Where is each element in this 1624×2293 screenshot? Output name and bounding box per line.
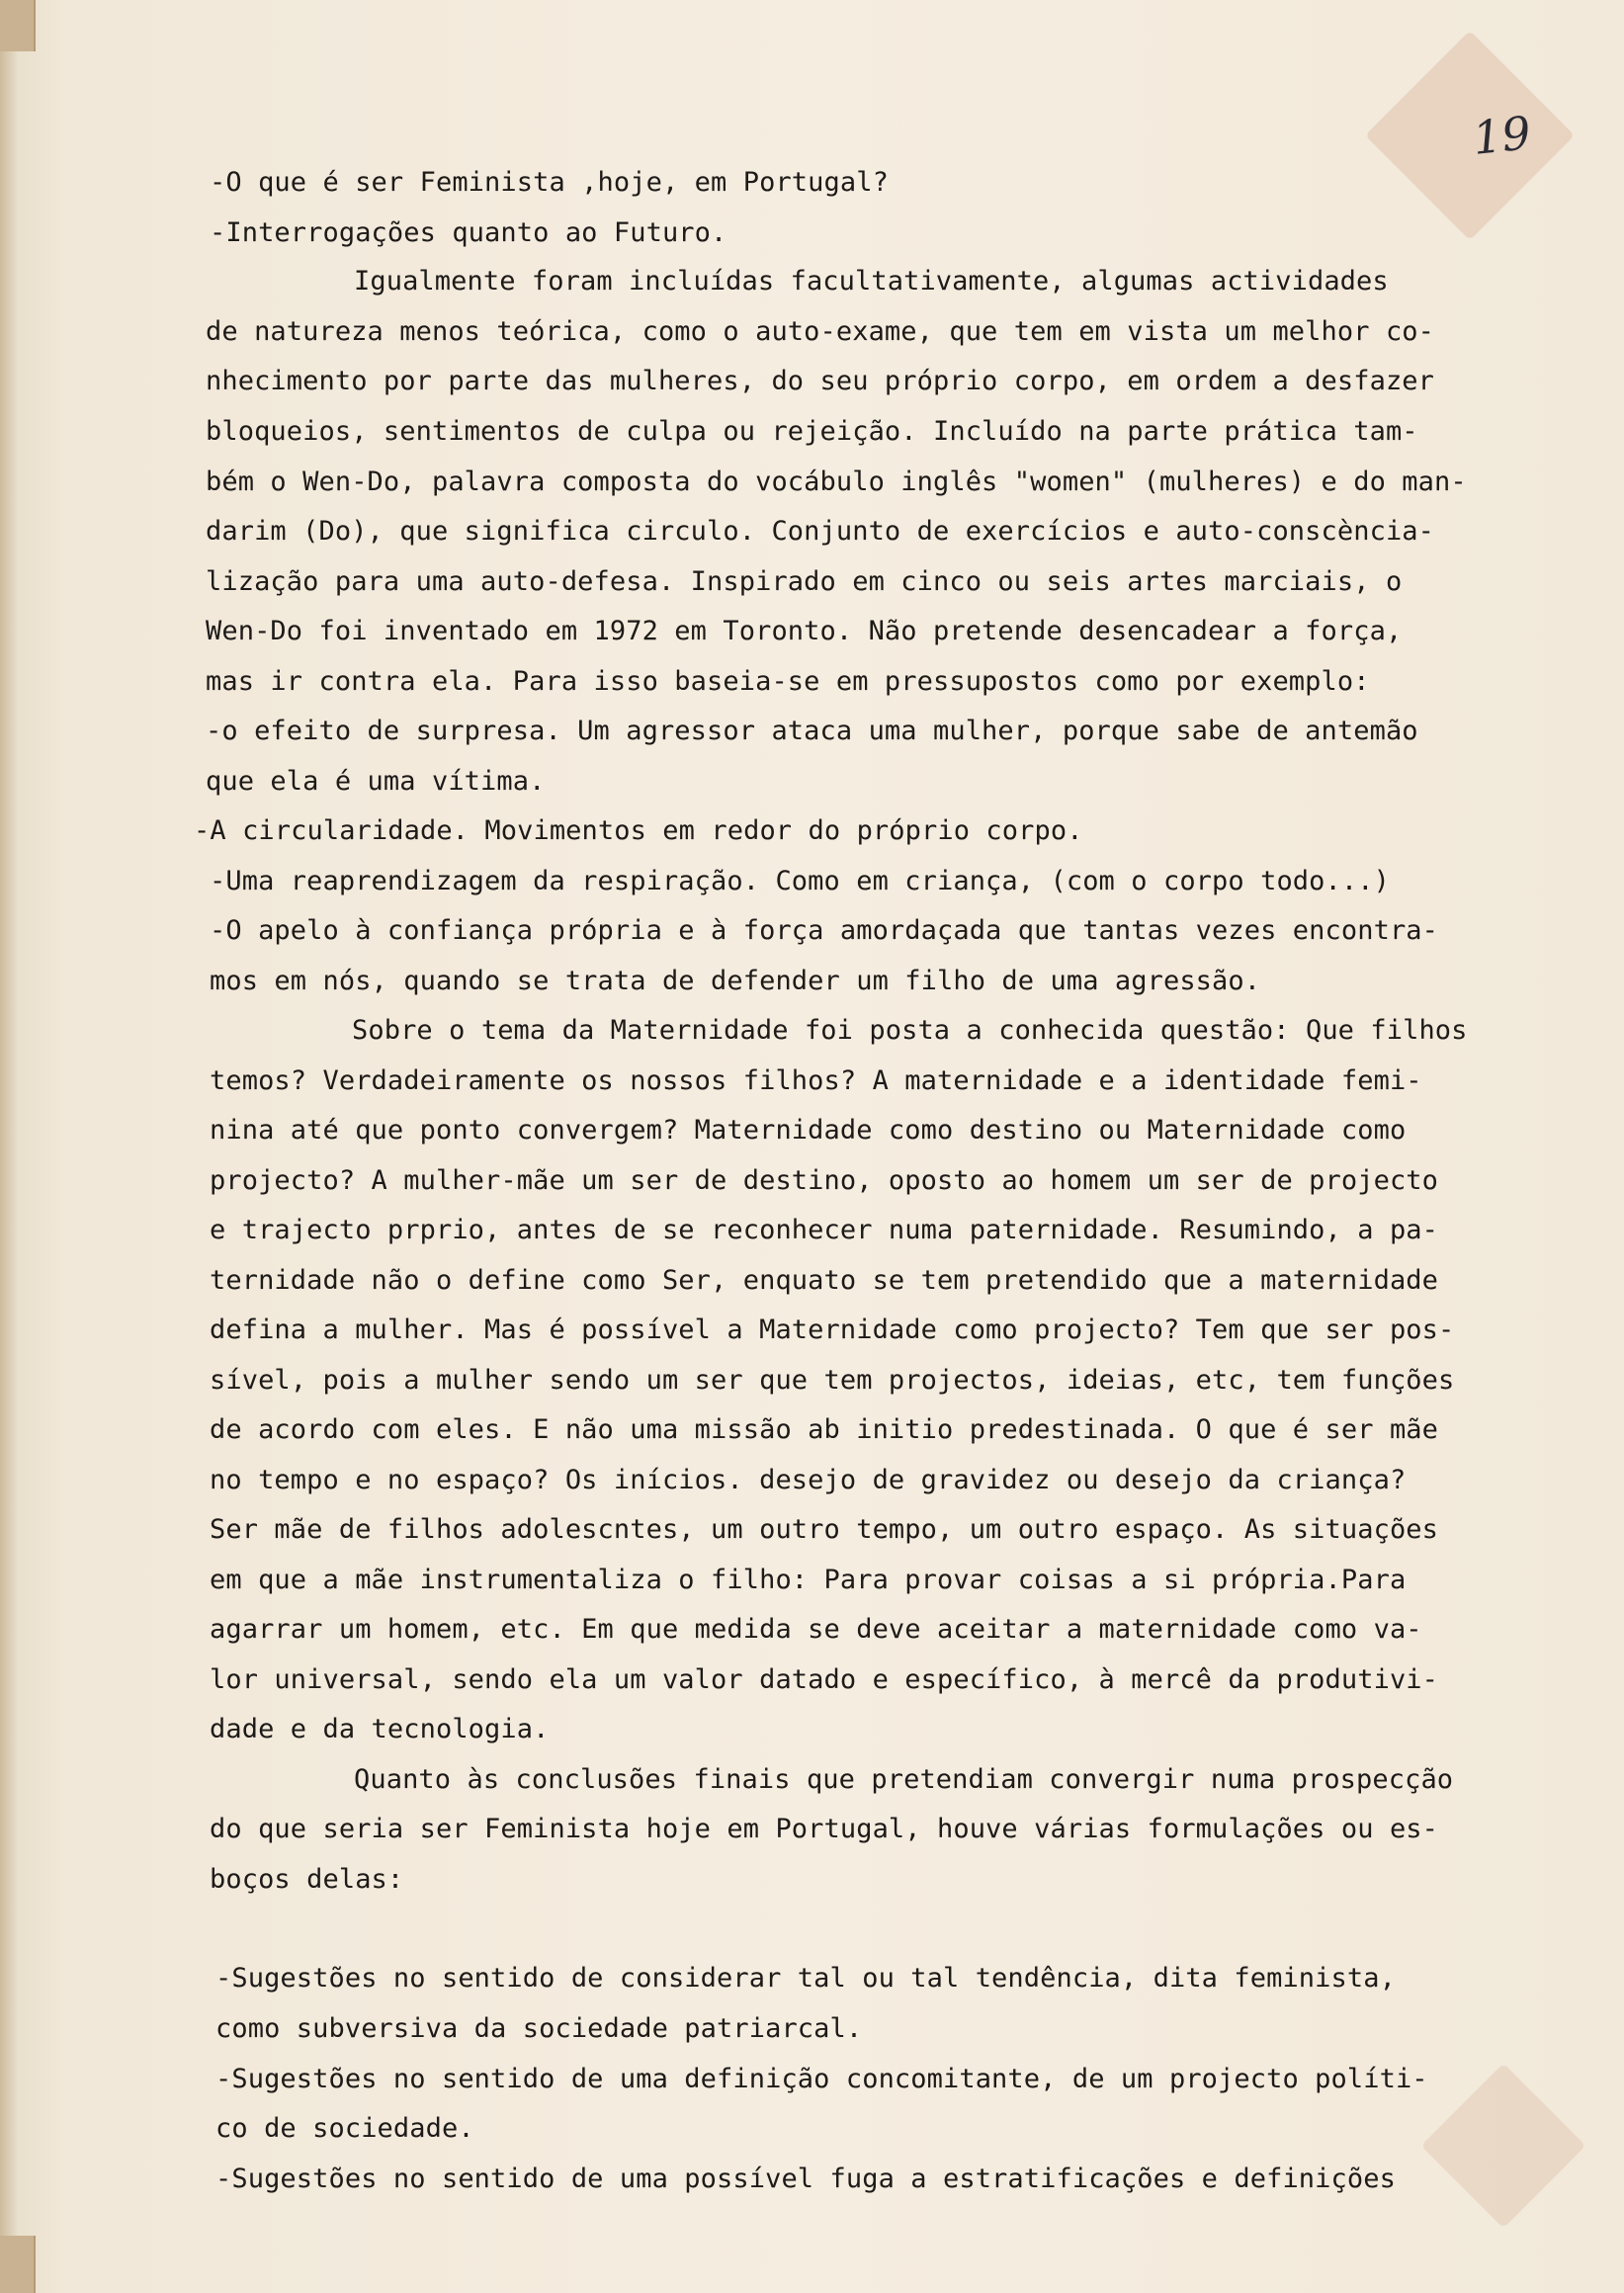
text-line: Ser mãe de filhos adolescntes, um outro tempo, um outro espaço. As situações	[210, 1514, 1439, 1545]
text-line: nina até que ponto convergem? Maternidade como destino ou Maternidade como	[210, 1115, 1407, 1146]
stamp-mark-bottom	[1421, 2064, 1586, 2229]
text-line: defina a mulher. Mas é possível a Maternidade como projecto? Tem que ser pos-	[210, 1315, 1455, 1345]
text-line: e trajecto prprio, antes de se reconhecer numa paternidade. Resumindo, a pa-	[210, 1215, 1439, 1245]
text-line: bloqueios, sentimentos de culpa ou rejeição. Incluído na parte prática tam-	[206, 416, 1418, 447]
page-number: 19	[1470, 106, 1534, 165]
stamp-mark	[1365, 31, 1575, 240]
text-line: de acordo com eles. E não uma missão ab initio predestinada. O que é ser mãe	[210, 1414, 1439, 1445]
text-line: mos em nós, quando se trata de defender um filho de uma agressão.	[210, 966, 1261, 996]
binding-tab-top	[0, 0, 36, 51]
text-line: Sobre o tema da Maternidade foi posta a conhecida questão: Que filhos	[352, 1015, 1468, 1046]
text-line: darim (Do), que significa circulo. Conjunto de exercícios e auto-conscència-	[206, 516, 1435, 547]
text-line: -Uma reaprendizagem da respiração. Como em criança, (com o corpo todo...)	[210, 866, 1390, 896]
text-line: Wen-Do foi inventado em 1972 em Toronto. Não pretende desencadear a força,	[206, 616, 1403, 646]
text-line: co de sociedade.	[215, 2113, 474, 2144]
text-line: nhecimento por parte das mulheres, do seu próprio corpo, em ordem a desfazer	[206, 366, 1435, 396]
text-line: temos? Verdadeiramente os nossos filhos? A maternidade e a identidade femi-	[210, 1065, 1422, 1096]
text-line: -Sugestões no sentido de uma possível fuga a estratificações e definições	[215, 2164, 1396, 2194]
text-line: -Interrogações quanto ao Futuro.	[210, 217, 727, 248]
text-line: projecto? A mulher-mãe um ser de destino, oposto ao homem um ser de projecto	[210, 1165, 1439, 1196]
text-line: ternidade não o define como Ser, enquato se tem pretendido que a maternidade	[210, 1265, 1439, 1296]
text-line: lor universal, sendo ela um valor datado e específico, à mercê da produtivi-	[210, 1664, 1439, 1695]
text-line: mas ir contra ela. Para isso baseia-se em pressupostos como por exemplo:	[206, 666, 1370, 697]
page-left-edge	[0, 0, 18, 2293]
text-line: -A circularidade. Movimentos em redor do próprio corpo.	[194, 815, 1083, 846]
text-line: boços delas:	[210, 1864, 404, 1895]
text-line: -O apelo à confiança própria e à força amordaçada que tantas vezes encontra-	[210, 915, 1439, 946]
text-line: do que seria ser Feminista hoje em Portugal, houve várias formulações ou es-	[210, 1814, 1439, 1844]
text-line: agarrar um homem, etc. Em que medida se deve aceitar a maternidade como va-	[210, 1614, 1422, 1645]
text-line: Quanto às conclusões finais que pretendiam convergir numa prospecção	[354, 1764, 1454, 1795]
text-line: no tempo e no espaço? Os inícios. desejo de gravidez ou desejo da criança?	[210, 1465, 1407, 1495]
text-line: -Sugestões no sentido de considerar tal ou tal tendência, dita feminista,	[215, 1963, 1396, 1994]
text-line: como subversiva da sociedade patriarcal.	[215, 2013, 863, 2044]
text-line: em que a mãe instrumentaliza o filho: Para provar coisas a si própria.Para	[210, 1565, 1407, 1595]
text-line: lização para uma auto-defesa. Inspirado em cinco ou seis artes marciais, o	[206, 566, 1403, 597]
text-line: que ela é uma vítima.	[206, 766, 546, 797]
text-line: -Sugestões no sentido de uma definição concomitante, de um projecto políti-	[215, 2064, 1428, 2094]
text-line: -O que é ser Feminista ,hoje, em Portugal?	[210, 167, 889, 198]
binding-tab-bottom	[0, 2236, 36, 2293]
text-line: bém o Wen-Do, palavra composta do vocábulo inglês "women" (mulheres) e do man-	[206, 467, 1467, 497]
text-line: Igualmente foram incluídas facultativamente, algumas actividades	[354, 266, 1389, 297]
text-line: -o efeito de surpresa. Um agressor ataca uma mulher, porque sabe de antemão	[206, 716, 1418, 746]
text-line: de natureza menos teórica, como o auto-exame, que tem em vista um melhor co-	[206, 316, 1435, 347]
text-line: dade e da tecnologia.	[210, 1714, 550, 1744]
text-line: sível, pois a mulher sendo um ser que tem projectos, ideias, etc, tem funções	[210, 1365, 1455, 1396]
